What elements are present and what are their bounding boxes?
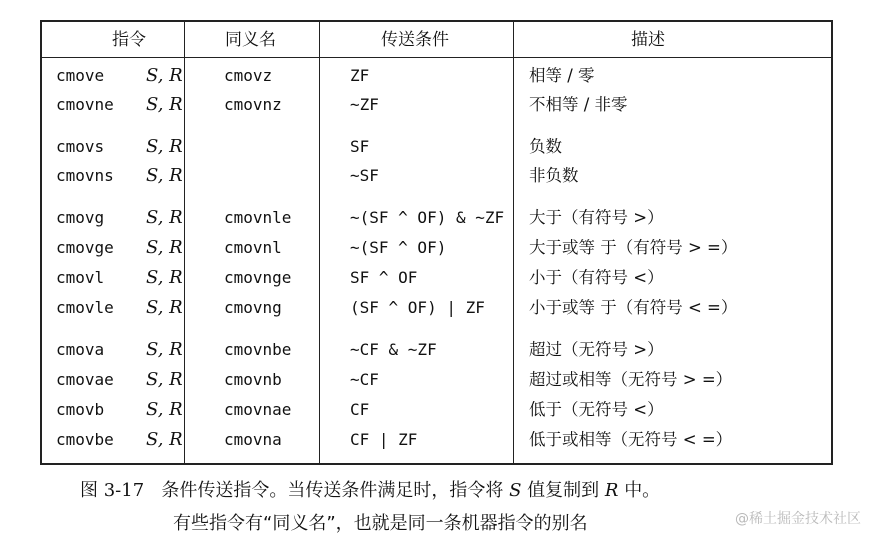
- move-condition: (SF ^ OF) | ZF: [350, 298, 485, 317]
- operands: S, R: [146, 399, 183, 420]
- synonym-name: cmovnz: [224, 95, 282, 114]
- operands: S, R: [146, 369, 183, 390]
- move-condition: CF | ZF: [350, 430, 418, 449]
- figure-caption-line1: [80, 476, 660, 502]
- instruction-name: cmovbe: [56, 430, 114, 449]
- header-description: 描述: [631, 30, 665, 50]
- instruction-name: cmovae: [56, 370, 114, 389]
- operands: S, R: [146, 429, 183, 450]
- description: 小于（有符号 <）: [529, 268, 664, 287]
- instruction-name: cmovns: [56, 166, 114, 185]
- column-divider: [184, 22, 185, 463]
- instruction-name: cmovge: [56, 238, 114, 257]
- move-condition: ~SF: [350, 166, 379, 185]
- figure-number: 图 3-17: [80, 480, 145, 501]
- move-condition: ~(SF ^ OF) & ~ZF: [350, 208, 505, 227]
- column-divider: [513, 22, 514, 463]
- move-condition: CF: [350, 400, 370, 419]
- operands: S, R: [146, 165, 183, 186]
- synonym-name: cmovnge: [224, 268, 292, 287]
- description: 超过（无符号 >）: [529, 340, 664, 359]
- watermark: @稀土掘金技术社区: [735, 511, 861, 527]
- instruction-name: cmovs: [56, 137, 105, 156]
- synonym-name: cmovz: [224, 66, 273, 85]
- header-divider: [42, 57, 831, 58]
- description: 相等 / 零: [529, 66, 595, 85]
- instruction-name: cmovle: [56, 298, 114, 317]
- move-condition: ~CF: [350, 370, 379, 389]
- caption-var-r: R: [604, 480, 619, 501]
- synonym-name: cmovng: [224, 298, 282, 317]
- description: 非负数: [529, 166, 579, 185]
- synonym-name: cmovnle: [224, 208, 292, 227]
- move-condition: ~CF & ~ZF: [350, 340, 437, 359]
- instruction-name: cmovne: [56, 95, 114, 114]
- description: 负数: [529, 137, 562, 156]
- move-condition: SF ^ OF: [350, 268, 418, 287]
- description: 大于（有符号 >）: [529, 208, 664, 227]
- operands: S, R: [146, 267, 183, 288]
- caption-text-a: 条件传送指令。当传送条件满足时，指令将: [161, 480, 504, 501]
- operands: S, R: [146, 297, 183, 318]
- instruction-name: cmove: [56, 66, 105, 85]
- move-condition: ~ZF: [350, 95, 379, 114]
- description: 低于或相等（无符号 < =）: [529, 430, 733, 449]
- caption-var-s: S: [509, 480, 522, 501]
- instruction-name: cmovl: [56, 268, 105, 287]
- instruction-name: cmovb: [56, 400, 105, 419]
- description: 超过或相等（无符号 > =）: [529, 370, 733, 389]
- operands: S, R: [146, 65, 183, 86]
- description: 低于（无符号 <）: [529, 400, 664, 419]
- synonym-name: cmovna: [224, 430, 282, 449]
- operands: S, R: [146, 237, 183, 258]
- figure-caption-line2: 有些指令有“同义名”，也就是同一条机器指令的别名: [173, 513, 588, 534]
- column-divider: [319, 22, 320, 463]
- instruction-name: cmova: [56, 340, 105, 359]
- move-condition: ~(SF ^ OF): [350, 238, 447, 257]
- move-condition: ZF: [350, 66, 370, 85]
- caption-text-c: 中。: [624, 480, 661, 501]
- operands: S, R: [146, 339, 183, 360]
- instruction-name: cmovg: [56, 208, 105, 227]
- description: 小于或等 于（有符号 < =）: [529, 298, 738, 317]
- caption-text-b: 值复制到: [527, 480, 600, 501]
- description: 不相等 / 非零: [529, 95, 628, 114]
- synonym-name: cmovnb: [224, 370, 282, 389]
- move-condition: SF: [350, 137, 370, 156]
- instruction-table: [40, 20, 833, 465]
- operands: S, R: [146, 207, 183, 228]
- operands: S, R: [146, 136, 183, 157]
- description: 大于或等 于（有符号 > =）: [529, 238, 738, 257]
- operands: S, R: [146, 94, 183, 115]
- header-synonym: 同义名: [225, 30, 276, 50]
- synonym-name: cmovnbe: [224, 340, 292, 359]
- synonym-name: cmovnae: [224, 400, 292, 419]
- header-condition: 传送条件: [381, 30, 449, 50]
- synonym-name: cmovnl: [224, 238, 282, 257]
- header-instruction: 指令: [112, 30, 146, 50]
